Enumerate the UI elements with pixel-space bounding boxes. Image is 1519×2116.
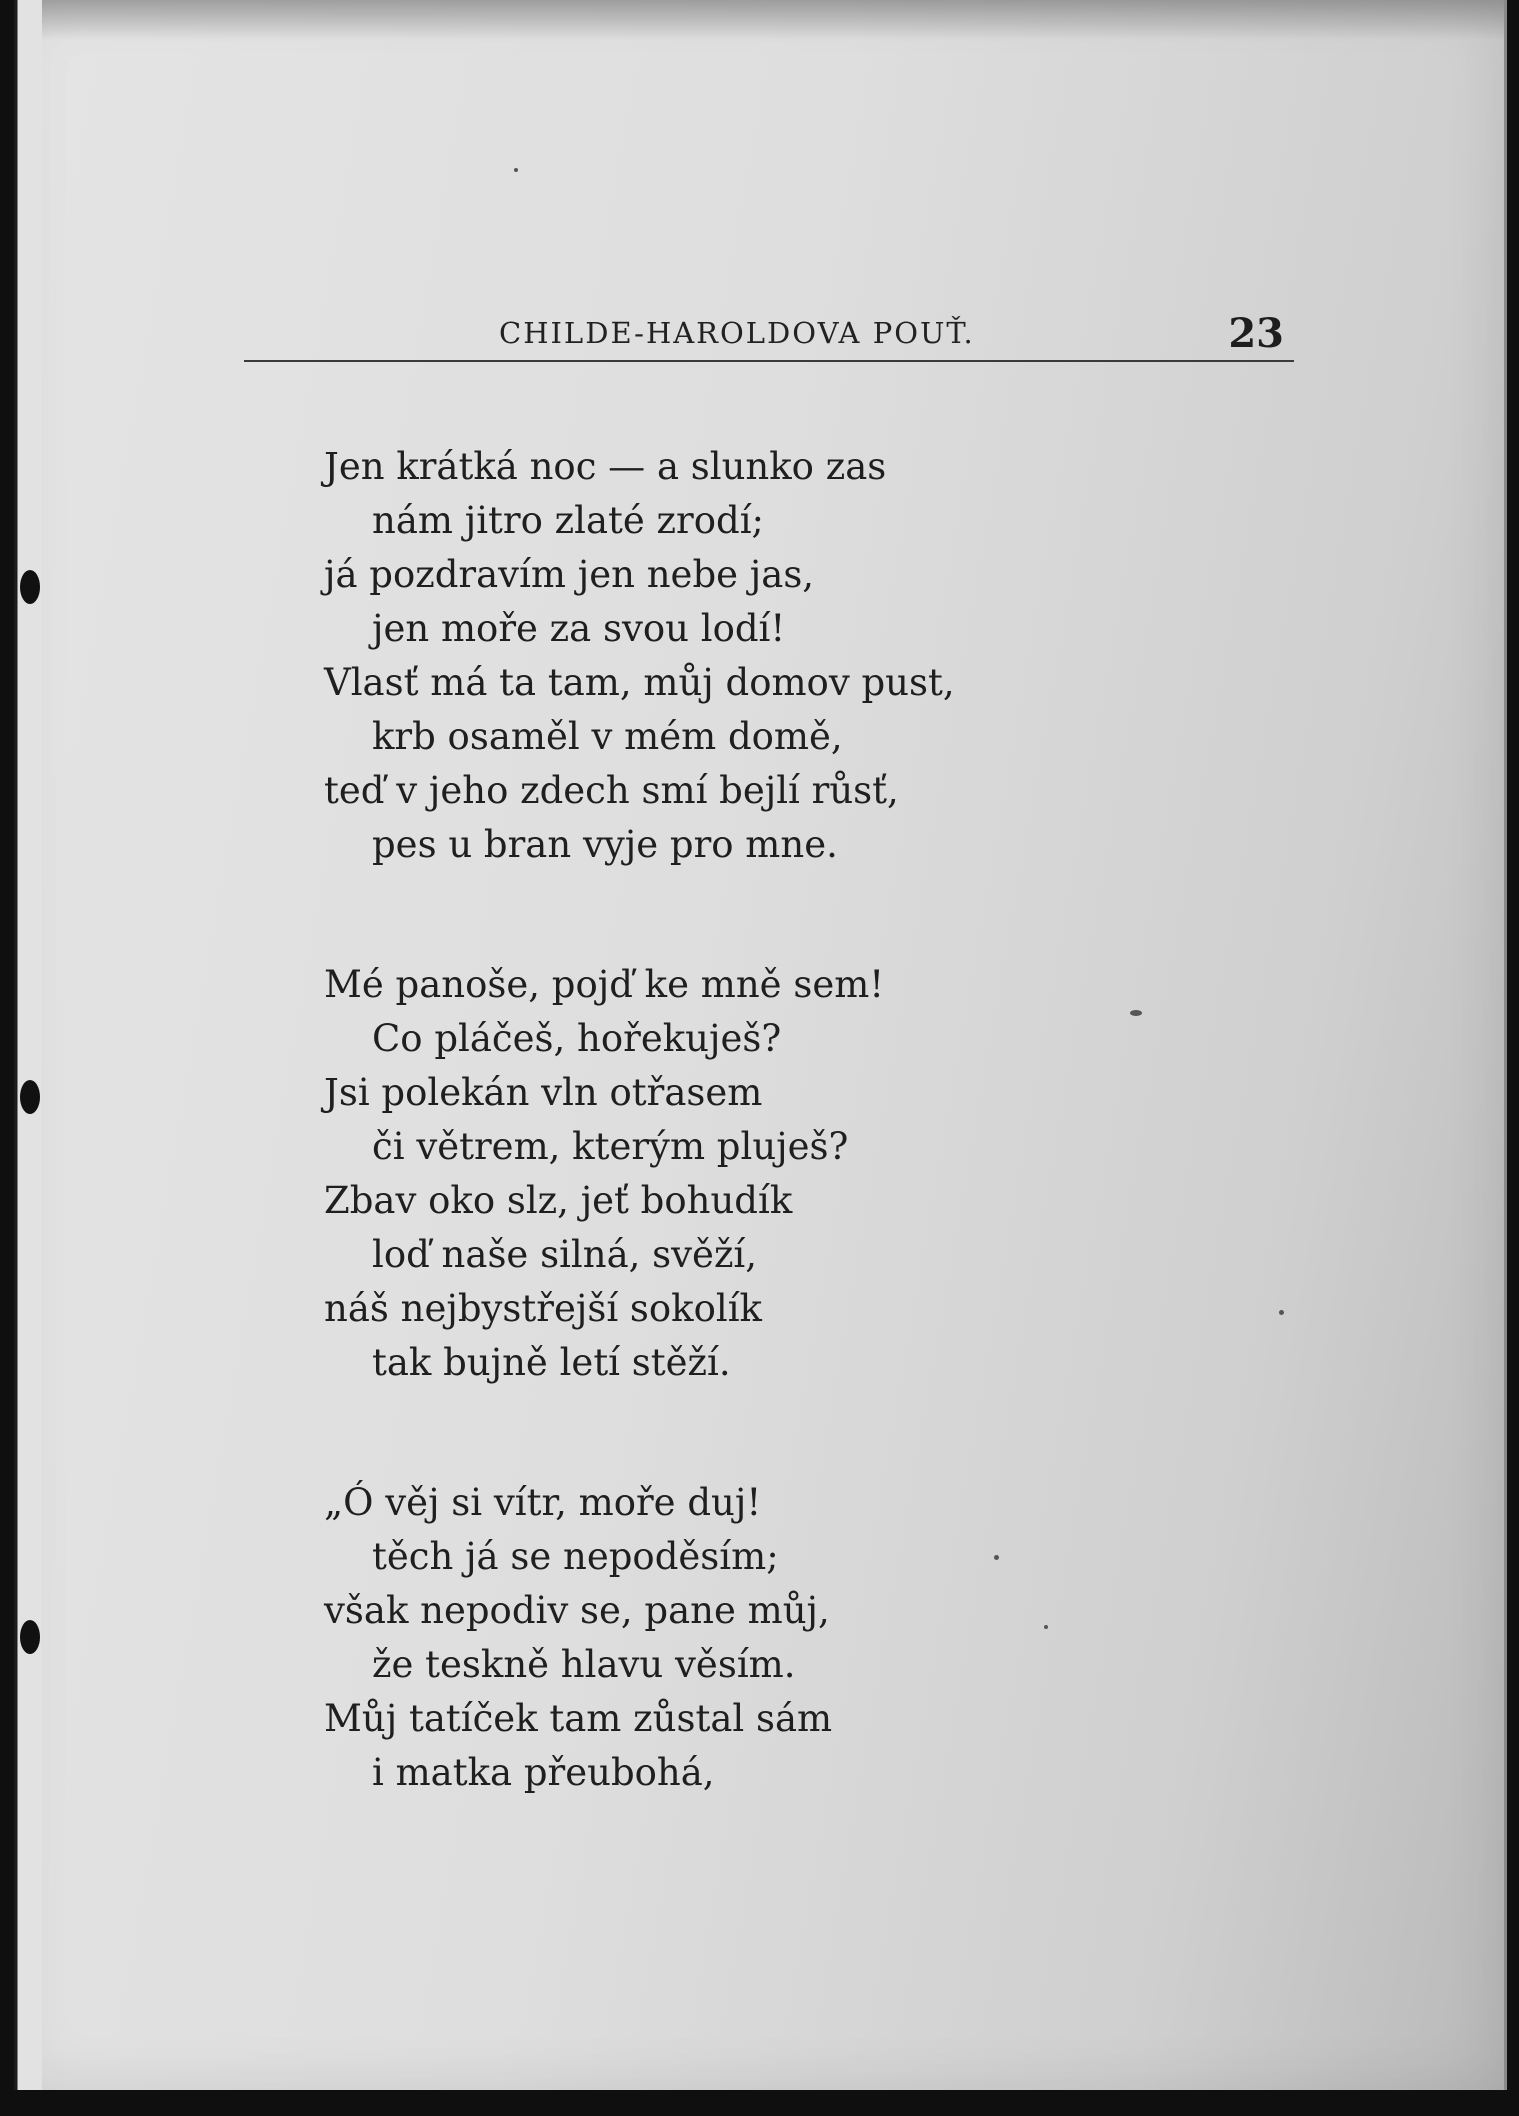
poem-line: jen moře za svou lodí! [372,607,786,650]
binding-mark [20,570,40,604]
page-top-shadow [14,0,1504,40]
ink-speck [994,1555,999,1560]
running-title: CHILDE-HAROLDOVA POUŤ. [499,316,975,350]
poem-line: pes u bran vyje pro mne. [372,823,838,866]
poem-line: „Ó věj si vítr, moře duj! [324,1481,762,1524]
binding-mark [20,1080,40,1114]
poem-line: krb osaměl v mém domě, [372,715,843,758]
poem-line: tak bujně letí stěží. [372,1341,731,1384]
binding-edge [14,0,42,2090]
poem-line: loď naše silná, svěží, [372,1233,758,1276]
poem-line: Mé panoše, pojď ke mně sem! [324,963,885,1006]
poem-line: Jsi polekán vln otřasem [324,1071,763,1114]
stanza [324,958,1124,1390]
ink-speck [1130,1010,1142,1016]
poem-line: či větrem, kterým pluješ? [372,1125,849,1168]
poem-line: že teskně hlavu věsím. [372,1643,796,1686]
poem [324,440,1124,1886]
ink-speck [514,168,518,172]
poem-line: Co pláčeš, hořekuješ? [372,1017,782,1060]
poem-line: Vlasť má ta tam, můj domov pust, [324,661,955,704]
poem-line: však nepodiv se, pane můj, [324,1589,830,1632]
poem-line: těch já se nepoděsím; [372,1535,779,1578]
page-header [244,312,1294,362]
stanza [324,1476,1124,1800]
binding-mark [20,1620,40,1654]
poem-line: teď v jeho zdech smí bejlí růsť, [324,769,899,812]
poem-line: i matka přeubohá, [372,1751,715,1794]
page-number: 23 [1228,310,1284,357]
poem-line: Můj tatíček tam zůstal sám [324,1697,833,1740]
poem-line: Jen krátká noc — a slunko zas [324,445,887,488]
stanza [324,440,1124,872]
poem-line: náš nejbystřejší sokolík [324,1287,762,1330]
poem-line: já pozdravím jen nebe jas, [324,553,815,596]
poem-line: Zbav oko slz, jeť bohudík [324,1179,793,1222]
ink-speck [1044,1625,1048,1629]
book-page [14,0,1507,2090]
poem-line: nám jitro zlaté zrodí; [372,499,764,542]
ink-speck [1279,1310,1284,1315]
